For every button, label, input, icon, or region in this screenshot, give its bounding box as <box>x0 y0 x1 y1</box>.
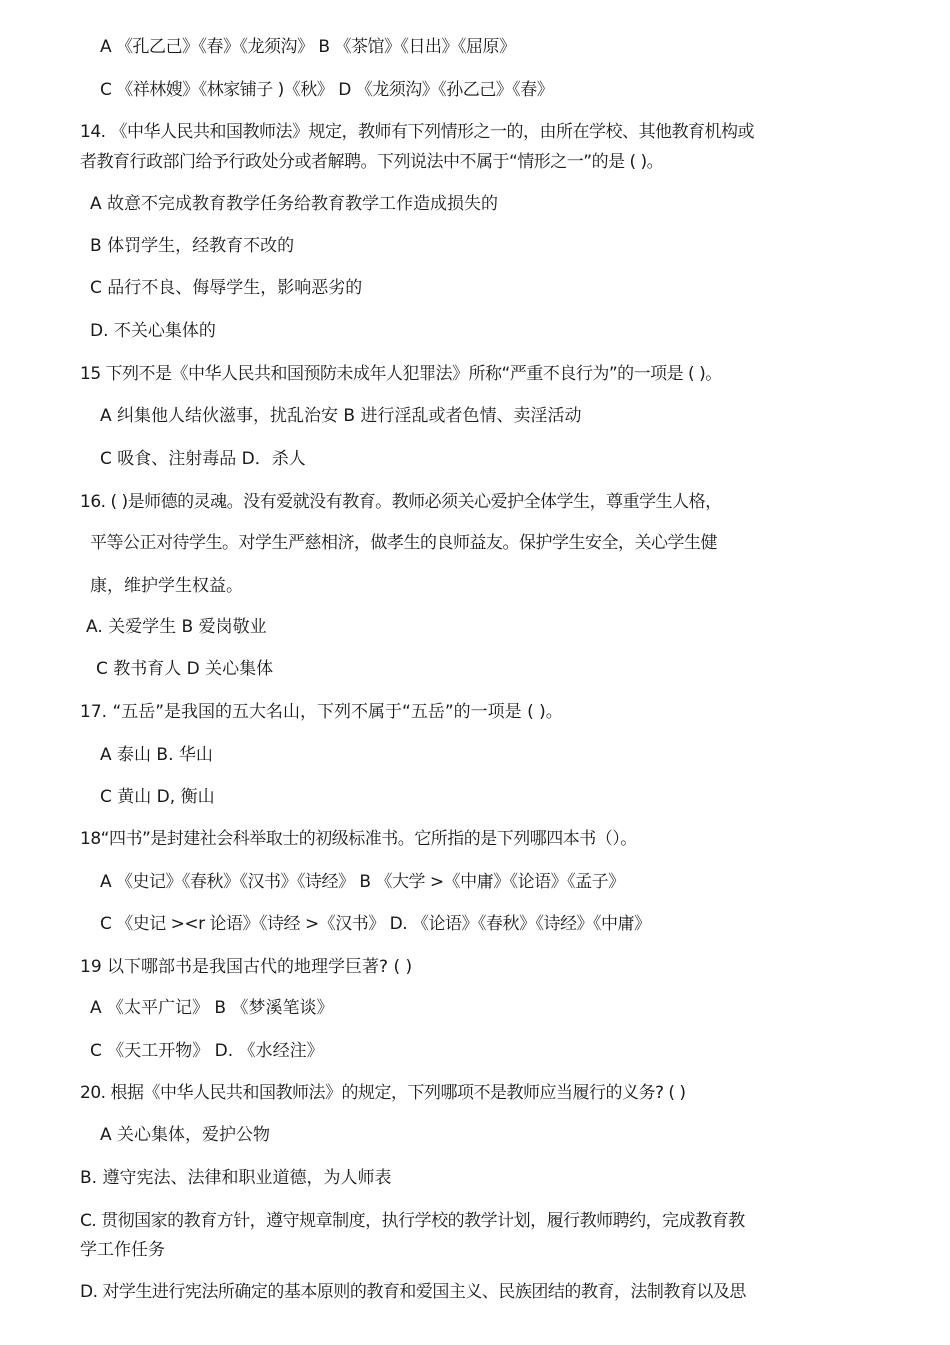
q14-stem-line-2: 者教育行政部门给予行政处分或者解聘。下列说法中不属于“情形之一”的是 ( )。 <box>80 152 664 172</box>
q19-options-cd: C 《天工开物》 D. 《水经注》 <box>90 1041 324 1061</box>
q20-option-d-line-1: D. 对学生进行宪法所确定的基本原则的教育和爱国主义、民族团结的教育，法制教育以及思 <box>80 1282 746 1302</box>
q13-options-ab: A 《孔乙己》《春》《龙须沟》 B 《茶馆》《日出》《屈原》 <box>100 37 516 57</box>
q16-options-ab: A. 关爱学生 B 爱岗敬业 <box>86 617 267 637</box>
q19-stem: 19 以下哪部书是我国古代的地理学巨著? ( ) <box>80 957 413 977</box>
q16-stem-line-1: 16. ( )是师德的灵魂。没有爱就没有教育。教师必须关心爱护全体学生，尊重学生人格， <box>80 492 722 512</box>
q20-option-c-line-2: 学工作任务 <box>80 1240 165 1260</box>
q18-options-cd: C 《史记 ><r 论语》《诗经 >《汉书》 D. 《论语》《春秋》《诗经》《中庸》 <box>100 914 651 934</box>
q15-options-cd: C 吸食、注射毒品 D．杀人 <box>100 449 306 469</box>
q14-option-d: D. 不关心集体的 <box>90 321 216 341</box>
q17-stem: 17. “五岳”是我国的五大名山，下列不属于“五岳”的一项是 ( )。 <box>80 702 563 722</box>
q14-option-a: A 故意不完成教育教学任务给教育教学工作造成损失的 <box>90 194 499 214</box>
q20-option-c-line-1: C. 贯彻国家的教育方针，遵守规章制度，执行学校的教学计划，履行教师聘约，完成教育教 <box>80 1211 745 1231</box>
q15-options-ab: A 纠集他人结伙滋事，扰乱治安 B 进行淫乱或者色情、卖淫活动 <box>100 406 582 426</box>
q19-options-ab: A 《太平广记》 B 《梦溪笔谈》 <box>90 998 334 1018</box>
q20-option-a: A 关心集体，爱护公物 <box>100 1125 271 1145</box>
q14-option-c: C 品行不良、侮辱学生，影响恶劣的 <box>90 278 363 298</box>
q16-stem-line-2: 平等公正对待学生。对学生严慈相济，做孝生的良师益友。保护学生安全，关心学生健 <box>90 533 717 553</box>
q18-stem: 18“四书”是封建社会科举取士的初级标准书。它所指的是下列哪四本书（）。 <box>80 829 637 849</box>
q20-stem: 20. 根据《中华人民共和国教师法》的规定，下列哪项不是教师应当履行的义务? ( ) <box>80 1083 686 1103</box>
q17-options-cd: C 黄山 D, 衡山 <box>100 787 215 807</box>
q16-stem-line-3: 康，维护学生权益。 <box>90 576 243 596</box>
q20-option-b: B. 遵守宪法、法律和职业道德，为人师表 <box>80 1168 392 1188</box>
q15-stem: 15 下列不是《中华人民共和国预防未成年人犯罪法》所称“严重不良行为”的一项是 ( )。 <box>80 364 722 384</box>
q16-options-cd: C 教书育人 D 关心集体 <box>96 659 274 679</box>
q17-options-ab: A 泰山 B. 华山 <box>100 745 213 765</box>
q13-options-cd: C 《祥林嫂》《林家铺子 )《秋》 D 《龙须沟》《孙乙己》《春》 <box>100 80 554 100</box>
q18-options-ab: A 《史记》《春秋》《汉书》《诗经》 B 《大学 >《中庸》《论语》《孟子》 <box>100 872 625 892</box>
q14-option-b: B 体罚学生，经教育不改的 <box>90 236 295 256</box>
q14-stem-line-1: 14. 《中华人民共和国教师法》规定，教师有下列情形之一的，由所在学校、其他教育机构或 <box>80 122 754 142</box>
